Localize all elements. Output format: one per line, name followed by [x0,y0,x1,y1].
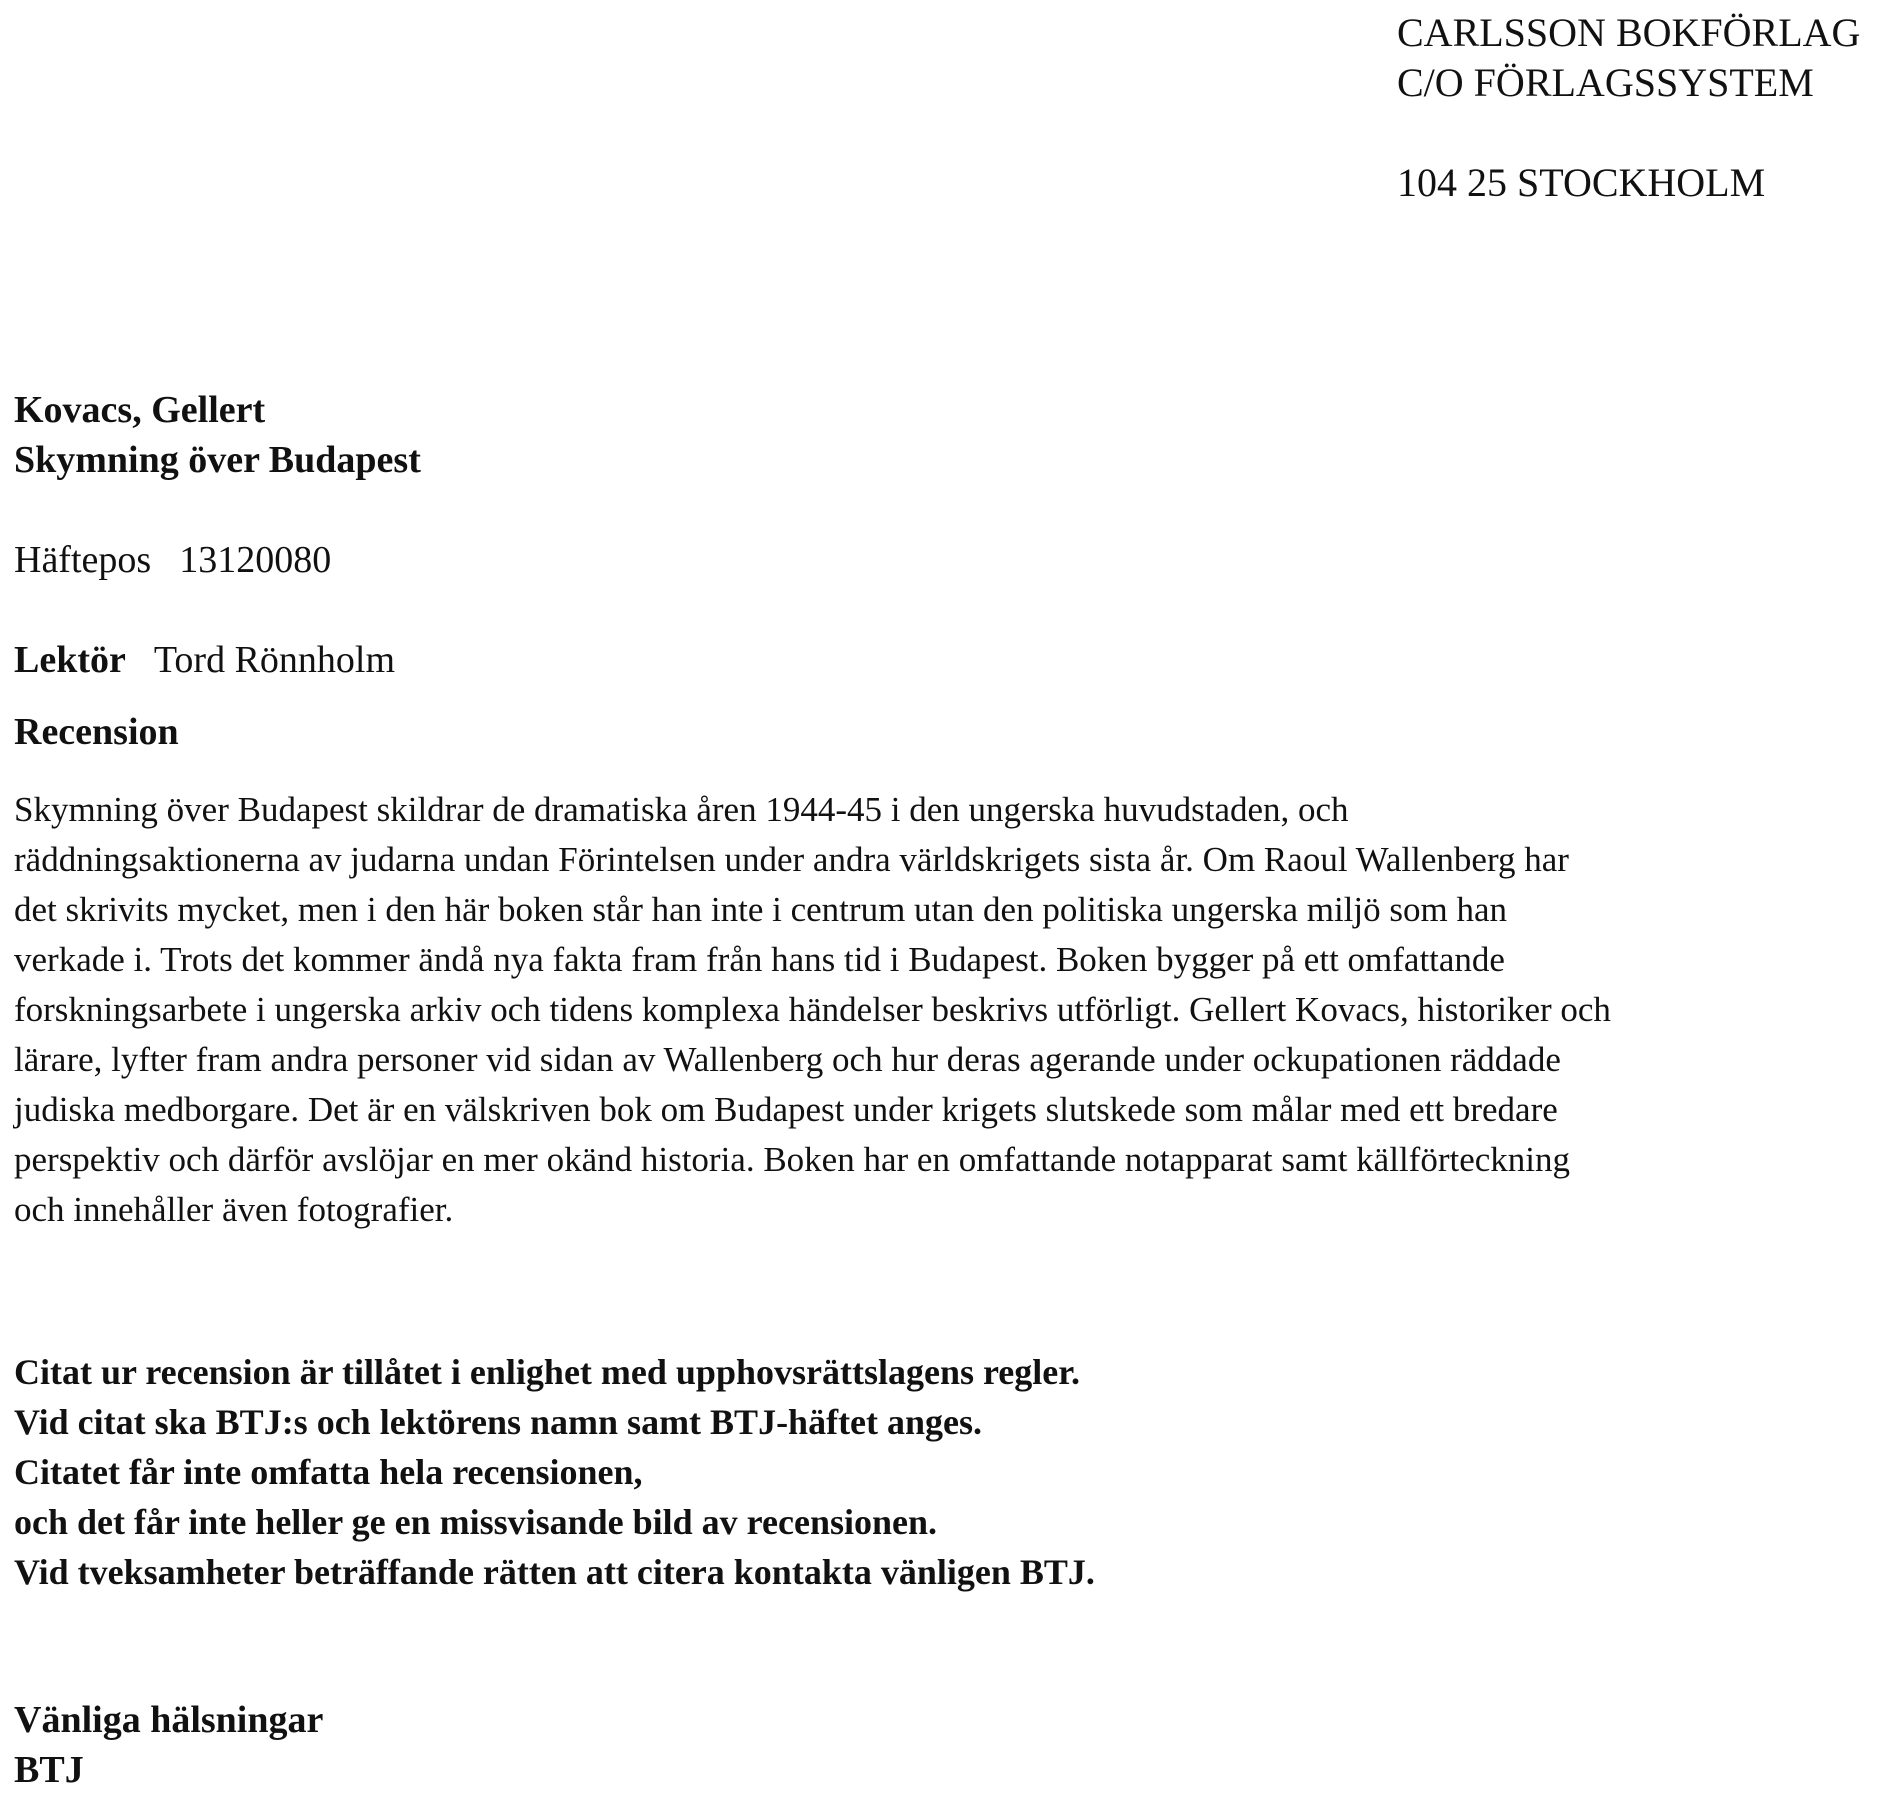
closing-greeting: Vänliga hälsningar [14,1699,324,1741]
notice-line: Citatet får inte omfatta hela recensionen, [14,1452,643,1492]
review-line: verkade i. Trots det kommer ändå nya fakta fram från hans tid i Budapest. Boken bygger på ett omfattande [14,940,1505,979]
lektor-name: Tord Rönnholm [153,639,396,681]
recipient-address [1397,8,1860,208]
haftepos-row [14,535,331,585]
closing-sender: BTJ [14,1749,84,1791]
haftepos-label: Häftepos [14,539,152,581]
review-line: räddningsaktionerna av judarna undan Förintelsen under andra världskrigets sista år. Om Raoul Wallenberg har [14,840,1569,879]
notice-line: Vid citat ska BTJ:s och lektörens namn samt BTJ-häftet anges. [14,1402,983,1442]
closing-block [14,1695,323,1795]
book-author: Kovacs, Gellert [14,389,266,431]
notice-line: och det får inte heller ge en missvisande bild av recensionen. [14,1502,937,1542]
book-header [14,385,421,485]
notice-line: Citat ur recension är tillåtet i enlighet med upphovsrättslagens regler. [14,1352,1080,1392]
review-line: perspektiv och därför avslöjar en mer okänd historia. Boken har en omfattande notapparat samt källförteckning [14,1140,1570,1179]
review-line: Skymning över Budapest skildrar de dramatiska åren 1944-45 i den ungerska huvudstaden, och [14,790,1349,829]
review-heading: Recension [14,711,179,753]
haftepos-value: 13120080 [179,539,332,581]
review-line: lärare, lyfter fram andra personer vid sidan av Wallenberg och hur deras agerande under ockupationen räddade [14,1040,1561,1079]
review-body [14,785,1874,1235]
address-spacer [1397,108,1860,158]
address-line-postal: 104 25 STOCKHOLM [1397,160,1766,205]
notice-line: Vid tveksamheter beträffande rätten att citera kontakta vänligen BTJ. [14,1552,1095,1592]
citation-notice [14,1347,1095,1597]
address-line-care-of: C/O FÖRLAGSSYSTEM [1397,60,1814,105]
lektor-label: Lektör [14,639,126,681]
book-title: Skymning över Budapest [14,439,421,481]
review-line: och innehåller även fotografier. [14,1190,454,1229]
review-line: judiska medborgare. Det är en välskriven bok om Budapest under krigets slutskede som målar med ett bredare [14,1090,1558,1129]
address-line-publisher: CARLSSON BOKFÖRLAG [1397,10,1861,55]
lektor-row [14,635,395,685]
review-line: det skrivits mycket, men i den här boken står han inte i centrum utan den politiska ungerska miljö som han [14,890,1508,929]
review-line: forskningsarbete i ungerska arkiv och tidens komplexa händelser beskrivs utförligt. Gellert Kovacs, historiker och [14,990,1611,1029]
